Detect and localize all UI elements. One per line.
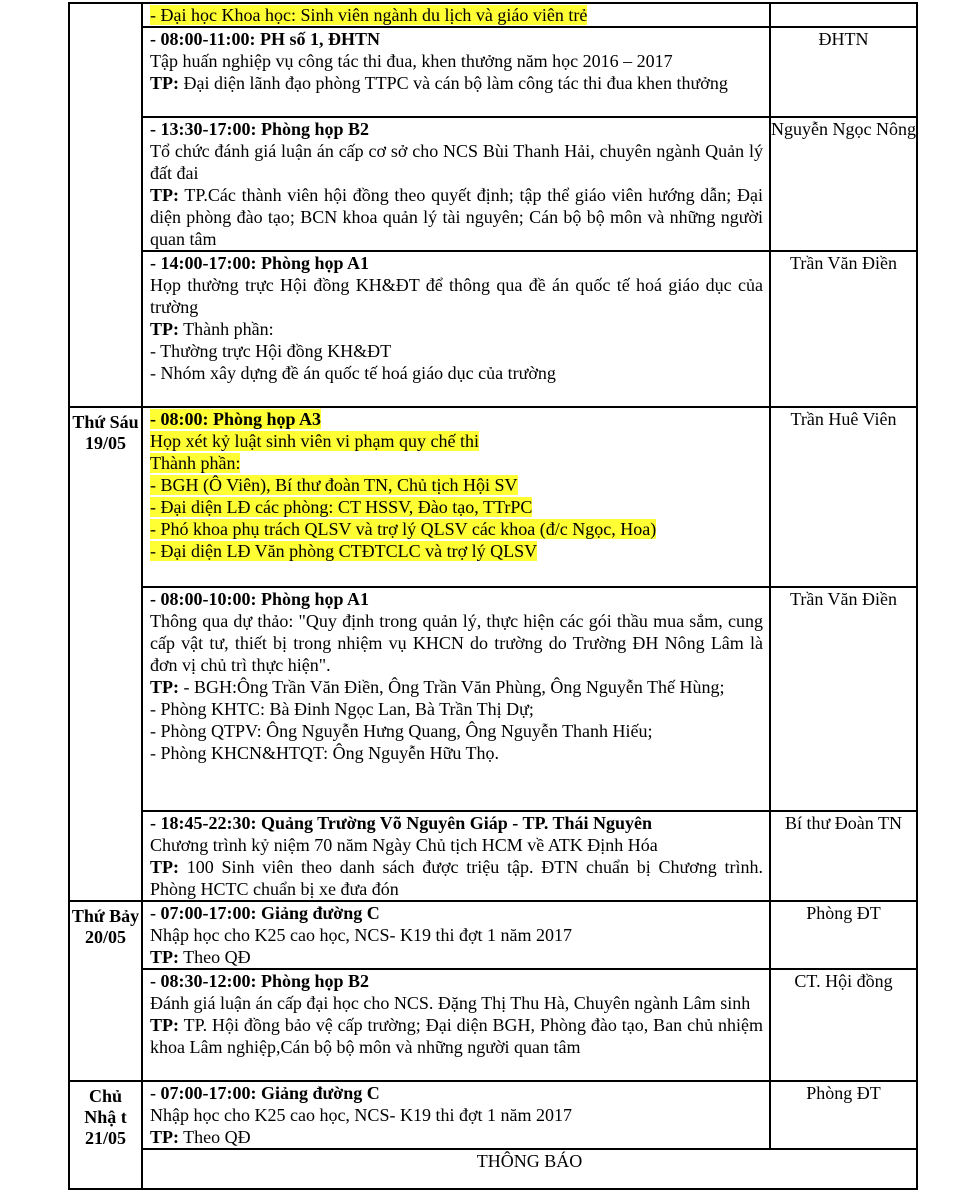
event-content: Nhập học cho K25 cao học, NCS- K19 thi đợt 1 năm 2017 xyxy=(150,925,572,945)
event-time-location: - 14:00-17:00: Phòng họp A1 xyxy=(150,253,370,273)
event-participants: TP: 100 Sinh viên theo danh sách được triệu tập. ĐTN chuẩn bị Chương trình. Phòng HCTC chuẩn bị xe đưa đón xyxy=(150,857,763,899)
table-row xyxy=(69,587,917,811)
table-row xyxy=(69,969,917,1081)
participant-line: - Đại diện LĐ các phòng: CT HSSV, Đào tạo, TTrPC xyxy=(150,497,533,517)
event-time-location: - 07:00-17:00: Giảng đường C xyxy=(150,903,380,923)
event-cell xyxy=(142,407,770,587)
lead-cell: Trần Văn Điền xyxy=(770,251,917,407)
table-row xyxy=(69,1081,917,1149)
table-row xyxy=(69,3,917,27)
participants-heading: Thành phần: xyxy=(150,453,241,473)
event-cell xyxy=(142,901,770,969)
day-name: Thứ Bảy xyxy=(71,906,140,926)
event-participants: TP: TP.Các thành viên hội đồng theo quyết định; tập thể giáo viên hướng dẫn; Đại diện phòng đào tạo; BCN khoa quản lý tài nguyên; Cán bộ bộ môn và những người quan tâm xyxy=(150,185,763,249)
day-date: 20/05 xyxy=(84,927,126,947)
notice-cell xyxy=(142,1149,917,1189)
lead-cell: ĐHTN xyxy=(770,27,917,117)
event-time-location: - 08:00-10:00: Phòng họp A1 xyxy=(150,589,370,609)
event-cell xyxy=(142,811,770,901)
event-content: Nhập học cho K25 cao học, NCS- K19 thi đợt 1 năm 2017 xyxy=(150,1105,572,1125)
event-time-location: - 13:30-17:00: Phòng họp B2 xyxy=(150,119,370,139)
day-date: 21/05 xyxy=(84,1128,126,1148)
event-cell xyxy=(142,27,770,117)
event-participants: TP: - BGH:Ông Trần Văn Điền, Ông Trần Văn Phùng, Ông Nguyễn Thế Hùng; xyxy=(150,677,725,697)
event-time-location: - 18:45-22:30: Quảng Trường Võ Nguyên Giáp - TP. Thái Nguyên xyxy=(150,813,653,833)
highlighted-text: - Đại học Khoa học: Sinh viên ngành du lịch và giáo viên trẻ xyxy=(150,5,588,25)
event-content: Họp thường trực Hội đồng KH&ĐT để thông qua đề án quốc tế hoá giáo dục của trường xyxy=(150,275,763,317)
lead-cell: Nguyễn Ngọc Nông xyxy=(770,117,917,251)
table-row xyxy=(69,117,917,251)
table-row xyxy=(69,901,917,969)
event-cell xyxy=(142,3,770,27)
participant-line: - Đại diện LĐ Văn phòng CTĐTCLC và trợ lý QLSV xyxy=(150,541,538,561)
day-cell xyxy=(69,1081,142,1189)
event-cell xyxy=(142,117,770,251)
participants-label: TP: xyxy=(150,947,179,967)
participants-label: TP: xyxy=(150,1015,179,1035)
day-cell-empty xyxy=(69,3,142,407)
day-cell xyxy=(69,407,142,901)
schedule-table xyxy=(68,2,918,1190)
participant-line: - Phòng KHCN&HTQT: Ông Nguyễn Hữu Thọ. xyxy=(150,743,500,763)
day-name: Chủ Nhậ t xyxy=(84,1086,127,1127)
event-cell xyxy=(142,1081,770,1149)
table-row xyxy=(69,1149,917,1189)
table-row xyxy=(69,251,917,407)
event-time-location: - 08:00-11:00: PH số 1, ĐHTN xyxy=(150,29,380,49)
event-cell xyxy=(142,969,770,1081)
day-cell xyxy=(69,901,142,1081)
event-cell xyxy=(142,251,770,407)
event-participants: TP: TP. Hội đồng bảo vệ cấp trường; Đại diện BGH, Phòng đào tạo, Ban chủ nhiệm khoa Lâm nghiệp,Cán bộ bộ môn và những người quan tâm xyxy=(150,1015,763,1057)
participant-line: - BGH (Ô Viên), Bí thư đoàn TN, Chủ tịch Hội SV xyxy=(150,475,518,495)
participants-label: TP: xyxy=(150,677,179,697)
event-participants: TP: Đại diện lãnh đạo phòng TTPC và cán bộ làm công tác thi đua khen thưởng xyxy=(150,73,728,93)
participant-line: - Phó khoa phụ trách QLSV và trợ lý QLSV các khoa (đ/c Ngọc, Hoa) xyxy=(150,519,657,539)
lead-cell: Phòng ĐT xyxy=(770,901,917,969)
participants-label: TP: xyxy=(150,857,179,877)
event-content: Tập huấn nghiệp vụ công tác thi đua, khen thưởng năm học 2016 – 2017 xyxy=(150,51,673,71)
lead-cell: Bí thư Đoàn TN xyxy=(770,811,917,901)
lead-cell xyxy=(770,3,917,27)
event-content: Thông qua dự thảo: "Quy định trong quản lý, thực hiện các gói thầu mua sắm, cung cấp vật tư, thiết bị trong nhiệm vụ KHCN do trường do Trường ĐH Nông Lâm là đơn vị chủ trì thực hiện". xyxy=(150,611,763,675)
participants-label: TP: xyxy=(150,185,179,205)
event-participants: TP: Theo QĐ xyxy=(150,1127,251,1147)
table-row xyxy=(69,407,917,587)
lead-cell: Trần Văn Điền xyxy=(770,587,917,811)
event-content: Đánh giá luận án cấp đại học cho NCS. Đặng Thị Thu Hà, Chuyên ngành Lâm sinh xyxy=(150,993,751,1013)
participant-line: - Thường trực Hội đồng KH&ĐT xyxy=(150,341,392,361)
event-time-location: - 08:30-12:00: Phòng họp B2 xyxy=(150,971,370,991)
participants-label: TP: xyxy=(150,73,179,93)
participants-label: TP: xyxy=(150,319,179,339)
event-cell xyxy=(142,587,770,811)
event-participants: TP: Thành phần: xyxy=(150,319,274,339)
event-time-location: - 08:00: Phòng họp A3 xyxy=(150,409,322,429)
day-name: Thứ Sáu xyxy=(72,412,139,432)
notice-heading: THÔNG BÁO xyxy=(476,1151,583,1171)
event-content: Chương trình kỷ niệm 70 năm Ngày Chủ tịch HCM về ATK Định Hóa xyxy=(150,835,658,855)
participant-line: - Nhóm xây dựng đề án quốc tế hoá giáo dục của trường xyxy=(150,363,556,383)
lead-cell: Trần Huê Viên xyxy=(770,407,917,587)
lead-cell: Phòng ĐT xyxy=(770,1081,917,1149)
lead-cell: CT. Hội đồng xyxy=(770,969,917,1081)
event-participants: TP: Theo QĐ xyxy=(150,947,251,967)
event-time-location: - 07:00-17:00: Giảng đường C xyxy=(150,1083,380,1103)
participant-line: - Phòng KHTC: Bà Đinh Ngọc Lan, Bà Trần Thị Dự; xyxy=(150,699,534,719)
event-content: Tổ chức đánh giá luận án cấp cơ sở cho NCS Bùi Thanh Hải, chuyên ngành Quản lý đất đai xyxy=(150,141,763,183)
table-row xyxy=(69,27,917,117)
table-row xyxy=(69,811,917,901)
event-content: Họp xét kỷ luật sinh viên vi phạm quy chế thi xyxy=(150,431,479,451)
participants-label: TP: xyxy=(150,1127,179,1147)
participant-line: - Phòng QTPV: Ông Nguyễn Hưng Quang, Ông Nguyễn Thanh Hiếu; xyxy=(150,721,653,741)
day-date: 19/05 xyxy=(84,433,126,453)
